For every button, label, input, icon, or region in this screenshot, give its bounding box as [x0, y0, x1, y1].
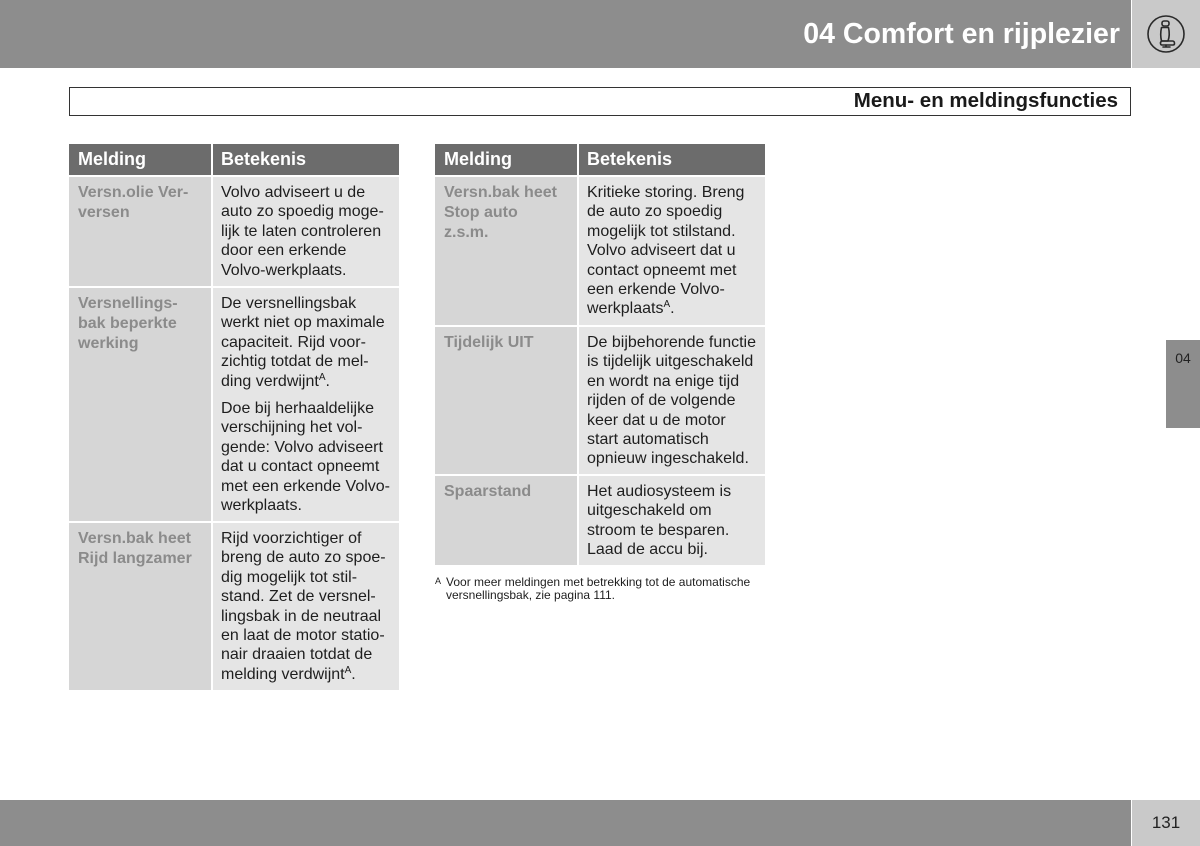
footer-bar [0, 800, 1131, 846]
section-title-box [69, 87, 1131, 116]
betekenis-paragraph [587, 183, 765, 319]
chapter-header-bar [0, 0, 1131, 68]
betekenis-text: Volvo adviseert u de auto zo spoedig moge- lijk te laten controleren door een erkende Volvo-werkplaats. [221, 184, 384, 279]
betekenis-cell [579, 476, 765, 565]
betekenis-text-end: . [670, 300, 675, 318]
page-number-box [1132, 800, 1200, 846]
section-title: Menu- en meldingsfuncties [853, 89, 1118, 112]
betekenis-text-end: . [325, 372, 330, 390]
column-header-betekenis: Betekenis [579, 144, 765, 175]
seat-icon [1145, 13, 1187, 55]
melding-cell: Versn.olie Ver- versen [69, 177, 211, 286]
betekenis-text: Het audiosysteem is uitgeschakeld om stroom te besparen. Laad de accu bij. [587, 483, 732, 559]
chapter-icon-box [1132, 0, 1200, 68]
betekenis-text: De bijbehorende functie is tijdelijk uitgeschakeld en wordt na enige tijd rijden of de volgende keer dat u de motor start automatisch opnieuw ingeschakeld. [587, 334, 757, 468]
betekenis-cell [213, 288, 399, 521]
melding-cell: Versn.bak heet Stop auto z.s.m. [435, 177, 577, 325]
betekenis-cell [213, 177, 399, 286]
footnote-ref-marker: A [663, 299, 671, 311]
betekenis-cell [213, 523, 399, 690]
column-header-melding: Melding [435, 144, 577, 175]
betekenis-text: De versnellingsbak werkt niet op maximale capaciteit. Rijd voor- zichtig totdat de mel- ding verdwijnt [221, 295, 385, 390]
page-number: 131 [1151, 813, 1181, 832]
chapter-tab [1166, 340, 1200, 428]
chapter-title: 04 Comfort en rijplezier [803, 18, 1120, 50]
betekenis-paragraph [587, 482, 765, 560]
right-message-table [435, 144, 765, 565]
betekenis-paragraph [221, 294, 399, 391]
footnote-marker: A [435, 576, 442, 586]
betekenis-text: Doe bij herhaaldelijke verschijning het vol- gende: Volvo adviseert dat u contact opneemt met een erkende Volvo- werkplaats. [221, 400, 390, 515]
betekenis-paragraph [221, 399, 399, 515]
melding-cell: Tijdelijk UIT [435, 327, 577, 474]
betekenis-paragraph [221, 529, 399, 684]
column-header-melding: Melding [69, 144, 211, 175]
betekenis-paragraph [587, 333, 765, 469]
chapter-tab-label: 04 [1175, 350, 1191, 366]
footnote-ref-marker: A [318, 371, 326, 383]
betekenis-text: Rijd voorzichtiger of breng de auto zo spoe- dig mogelijk tot stil- stand. Zet de versnel- lingsbak in de neutraal en laat de motor statio- nair draaien totdat de melding verdwijnt [221, 530, 386, 683]
betekenis-cell [579, 327, 765, 474]
footnote [435, 576, 750, 602]
footnote-ref-marker: A [344, 664, 352, 676]
footnote-text: Voor meer meldingen met betrekking tot de automatische versnellingsbak, zie pagina 111. [446, 575, 751, 602]
melding-cell: Versnellings- bak beperkte werking [69, 288, 211, 521]
betekenis-text: Kritieke storing. Breng de auto zo spoedig mogelijk tot stilstand. Volvo adviseert dat u contact opneemt met een erkende Volvo- werkplaats [587, 184, 745, 318]
betekenis-text-end: . [351, 665, 356, 683]
betekenis-paragraph [221, 183, 399, 280]
melding-cell: Spaarstand [435, 476, 577, 565]
left-message-table [69, 144, 399, 690]
melding-cell: Versn.bak heet Rijd langzamer [69, 523, 211, 690]
column-header-betekenis: Betekenis [213, 144, 399, 175]
betekenis-cell [579, 177, 765, 325]
